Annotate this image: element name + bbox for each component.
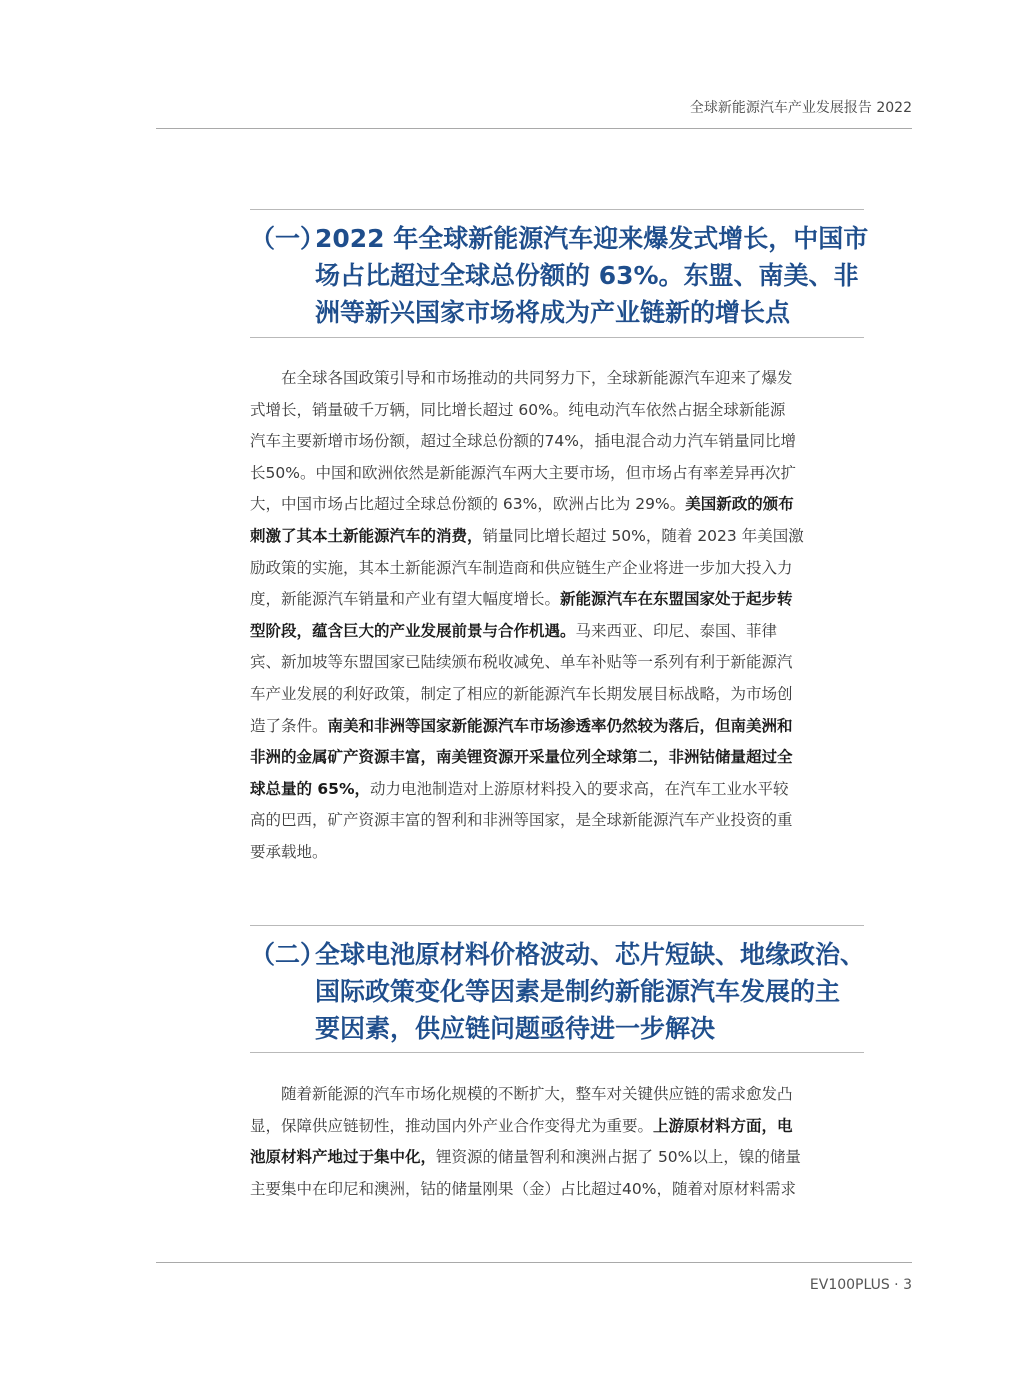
- section1-number: （一）: [250, 224, 326, 253]
- body-text: 要承载地。: [250, 842, 328, 861]
- footer-page-label: EV100PLUS · 3: [809, 1277, 912, 1293]
- paragraph-line: [250, 616, 865, 648]
- section1-paragraph: [250, 363, 865, 869]
- section2-heading-line: 全球电池原材料价格波动、芯片短缺、地缘政治、: [315, 940, 866, 969]
- paragraph-line: [250, 742, 865, 774]
- section1-heading-line: 2022 年全球新能源汽车迎来爆发式增长，中国市: [315, 224, 869, 253]
- bold-text: 池原材料产地过于集中化，: [250, 1148, 437, 1167]
- paragraph-line: [250, 1079, 865, 1111]
- paragraph-line: [250, 458, 865, 490]
- paragraph-line: [250, 1174, 865, 1206]
- body-text: 显，保障供应链韧性，推动国内外产业合作变得尤为重要。: [250, 1116, 654, 1135]
- body-text: 锂资源的储量智利和澳洲占据了 50%以上，镍的储量: [436, 1148, 801, 1167]
- paragraph-line: [250, 426, 865, 458]
- section1-heading-line: 洲等新兴国家市场将成为产业链新的增长点: [315, 298, 791, 327]
- paragraph-line: [250, 1111, 865, 1143]
- body-text: 度，新能源汽车销量和产业有望大幅度增长。: [250, 590, 561, 609]
- bold-text: 型阶段，蕴含巨大的产业发展前景与合作机遇。: [250, 621, 576, 640]
- paragraph-line: [250, 711, 865, 743]
- paragraph-line: [250, 647, 865, 679]
- body-text: 在全球各国政策引导和市场推动的共同努力下，全球新能源汽车迎来了爆发: [281, 369, 793, 387]
- section2-number: （二）: [250, 940, 326, 969]
- body-text: 随着新能源的汽车市场化规模的不断扩大，整车对关键供应链的需求愈发凸: [281, 1085, 793, 1103]
- body-text: 汽车主要新增市场份额，超过全球总份额的74%，插电混合动力汽车销量同比增: [250, 432, 796, 451]
- paragraph-line: [250, 1142, 865, 1174]
- body-text: 车产业发展的利好政策，制定了相应的新能源汽车长期发展目标战略，为市场创: [250, 684, 793, 703]
- paragraph-line: [250, 521, 865, 553]
- bold-text: 新能源汽车在东盟国家处于起步转: [560, 590, 793, 609]
- bold-text: 南美和非洲等国家新能源汽车市场渗透率仍然较为落后，但南美洲和: [327, 716, 793, 735]
- section2-top-divider: [250, 925, 864, 926]
- section2-bottom-divider: [250, 1052, 864, 1053]
- section2-heading: [250, 936, 866, 1047]
- paragraph-line: [250, 679, 865, 711]
- section2-heading-line: 国际政策变化等因素是制约新能源汽车发展的主: [315, 977, 841, 1006]
- paragraph-line: [250, 774, 865, 806]
- header-divider: [156, 128, 912, 129]
- body-text: 高的巴西，矿产资源丰富的智利和非洲等国家，是全球新能源汽车产业投资的重: [250, 811, 793, 830]
- paragraph-line: [250, 395, 865, 427]
- body-text: 大，中国市场占比超过全球总份额的 63%，欧洲占比为 29%。: [250, 495, 686, 514]
- body-text: 动力电池制造对上游原材料投入的要求高，在汽车工业水平较: [370, 779, 789, 798]
- paragraph-line: [250, 553, 865, 585]
- footer-divider: [156, 1262, 912, 1263]
- body-text: 马来西亚、印尼、泰国、菲律: [575, 621, 778, 640]
- section1-heading-line: 场占比超过全球总份额的 63%。东盟、南美、非: [315, 261, 859, 290]
- body-text: 宾、新加坡等东盟国家已陆续颁布税收减免、单车补贴等一系列有利于新能源汽: [250, 653, 793, 672]
- bold-text: 非洲的金属矿产资源丰富，南美锂资源开采量位列全球第二，非洲钴储量超过全: [250, 748, 793, 767]
- body-text: 主要集中在印尼和澳洲，钴的储量刚果（金）占比超过40%，随着对原材料需求: [250, 1179, 796, 1198]
- body-text: 励政策的实施，其本土新能源汽车制造商和供应链生产企业将进一步加大投入力: [250, 558, 793, 577]
- report-title: 全球新能源汽车产业发展报告 2022: [689, 100, 912, 116]
- body-text: 造了条件。: [250, 716, 328, 735]
- paragraph-line: [250, 363, 865, 395]
- bold-text: 美国新政的颁布: [685, 495, 794, 514]
- paragraph-line: [250, 584, 865, 616]
- paragraph-line: [250, 489, 865, 521]
- section1-heading: [250, 220, 869, 331]
- body-text: 销量同比增长超过 50%，随着 2023 年美国激: [482, 526, 804, 545]
- body-text: 长50%。中国和欧洲依然是新能源汽车两大主要市场，但市场占有率差异再次扩: [250, 463, 796, 482]
- section2-paragraph: [250, 1079, 865, 1205]
- body-text: 式增长，销量破千万辆，同比增长超过 60%。纯电动汽车依然占据全球新能源: [250, 400, 786, 419]
- bold-text: 球总量的 65%，: [250, 779, 370, 798]
- section1-bottom-divider: [250, 337, 864, 338]
- section1-top-divider: [250, 209, 864, 210]
- paragraph-line: [250, 837, 865, 869]
- bold-text: 刺激了其本土新能源汽车的消费，: [250, 526, 483, 545]
- bold-text: 上游原材料方面，电: [653, 1116, 793, 1135]
- paragraph-line: [250, 805, 865, 837]
- section2-heading-line: 要因素，供应链问题亟待进一步解决: [315, 1014, 716, 1043]
